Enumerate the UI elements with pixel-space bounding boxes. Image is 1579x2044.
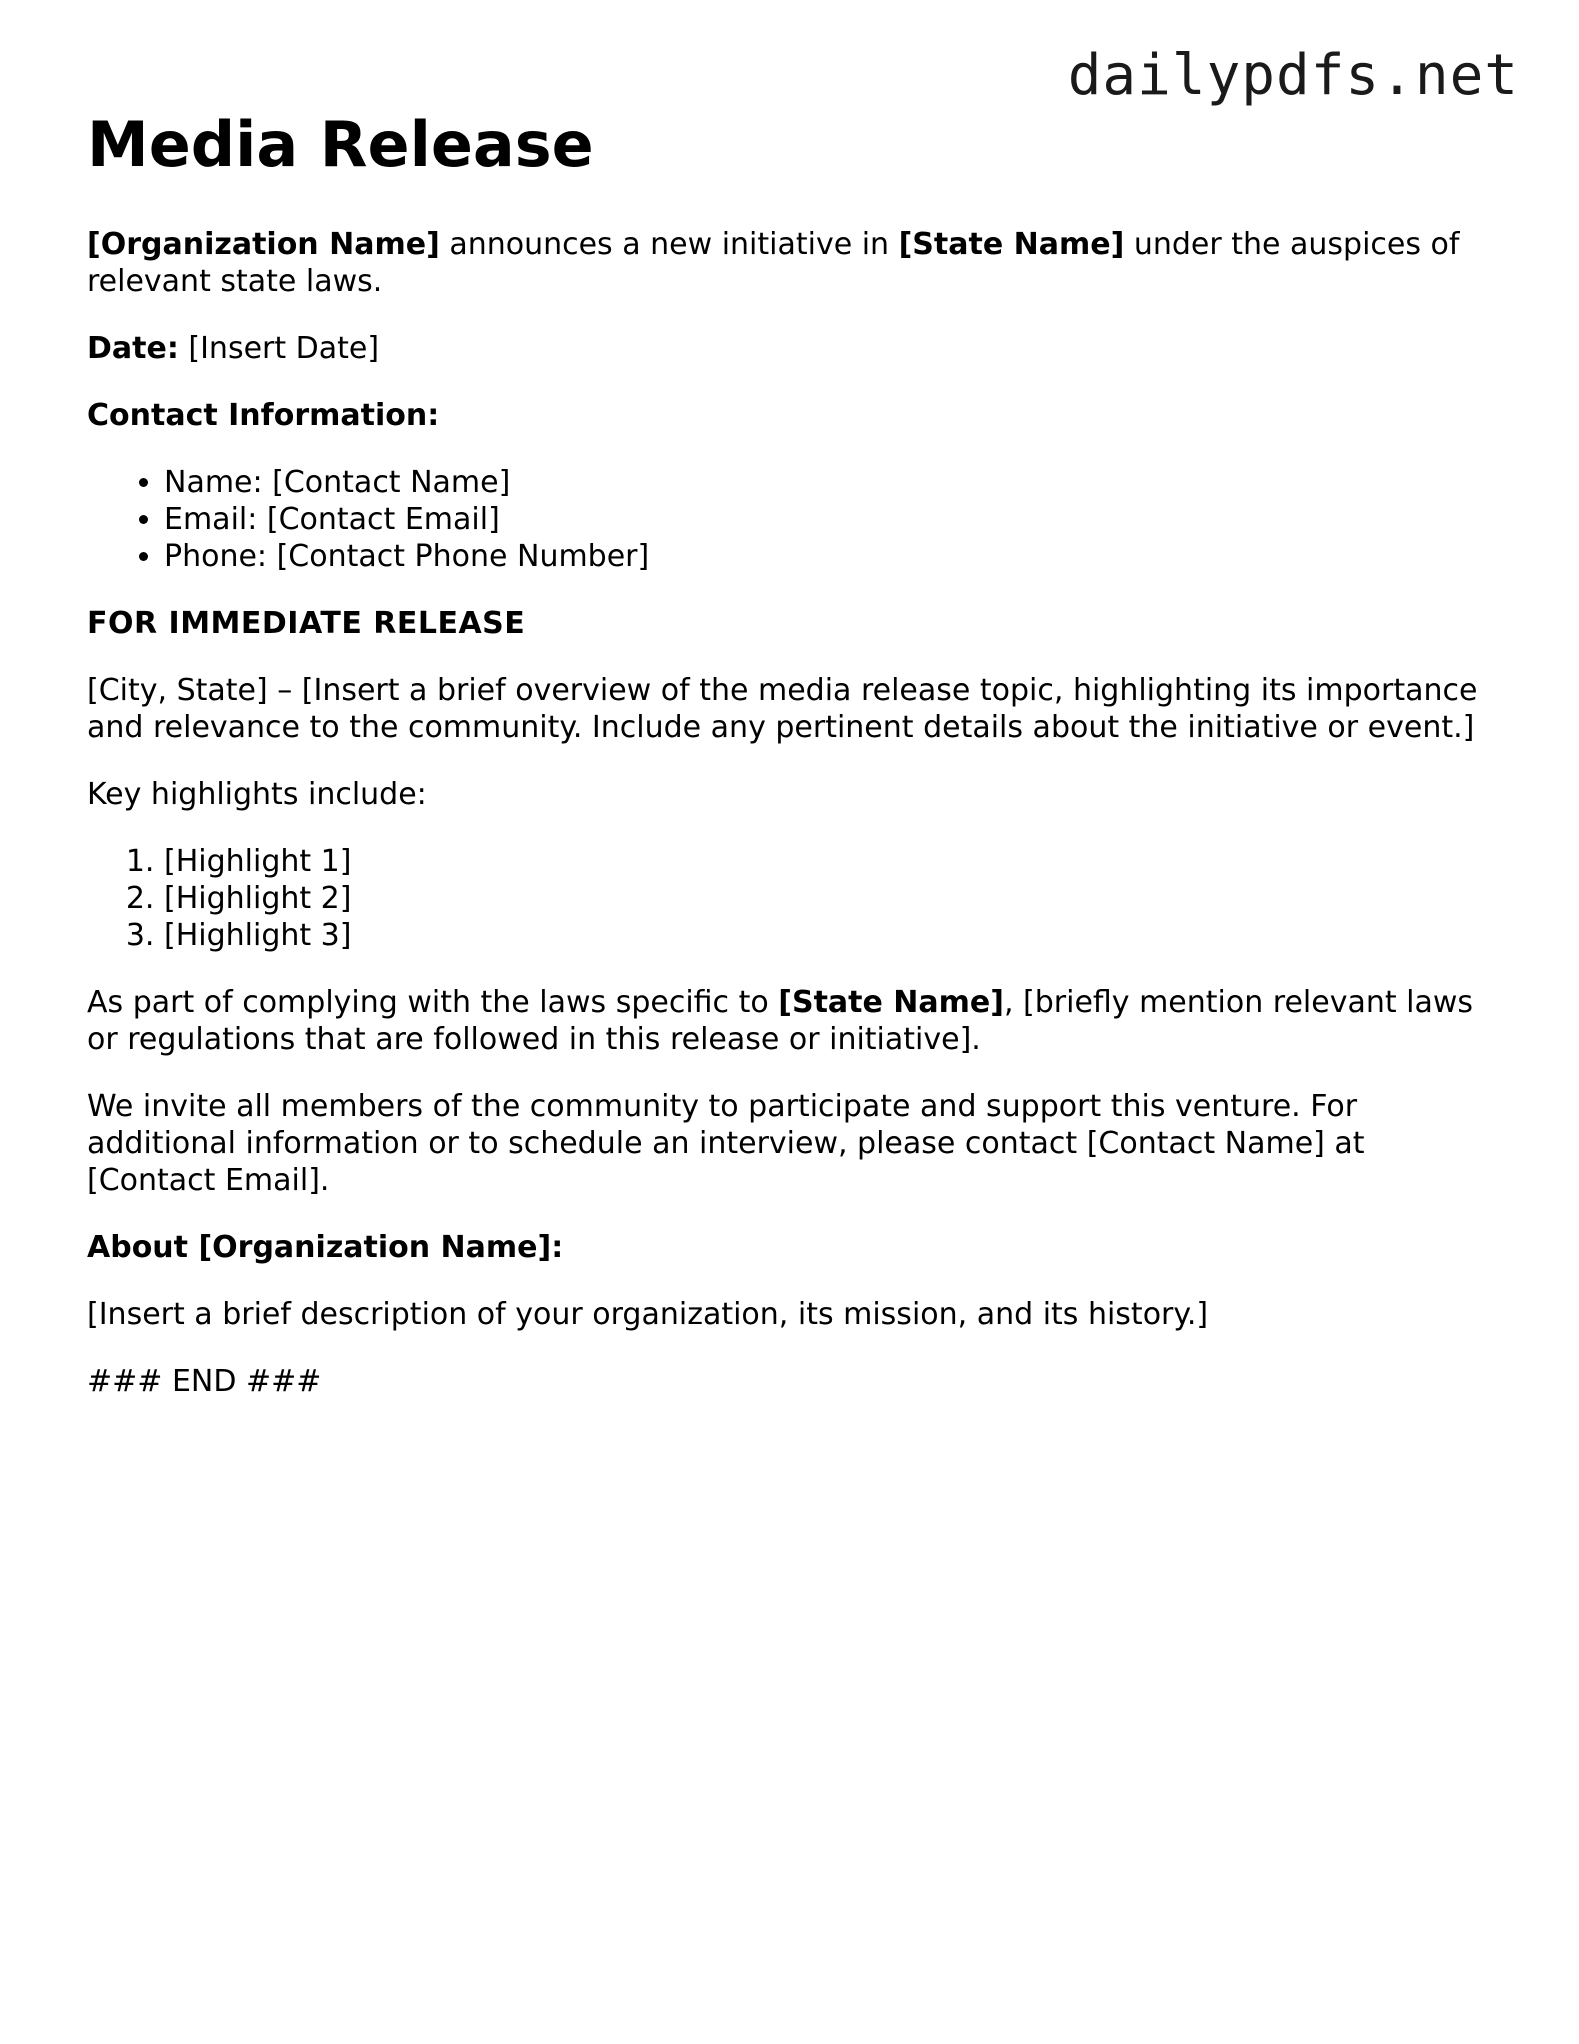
page-title: Media Release (87, 108, 594, 181)
highlights-intro: Key highlights include: (87, 777, 427, 813)
intro-text-2: under the auspices of relevant state laws. (87, 227, 1460, 300)
contact-list (87, 464, 1487, 575)
compliance-state-name: [State Name] (778, 985, 1004, 1021)
highlight-item: 3. [Highlight 3] (164, 917, 1487, 954)
contact-heading: Contact Information: (87, 398, 440, 434)
release-heading: FOR IMMEDIATE RELEASE (87, 606, 526, 642)
overview-paragraph: [City, State] – [Insert a brief overview of the media release topic, highlighting its importance and relevance to the community. Include any pertinent details about the initiative or event.] (87, 673, 1478, 746)
watermark-text: dailypdfs.net (1067, 43, 1519, 108)
document-body (87, 108, 1487, 1430)
invite-paragraph: We invite all members of the community to participate and support this venture. For additional information or to schedule an interview, please contact [Contact Name] at [Contact Email]. (87, 1089, 1365, 1199)
intro-text-1: announces a new initiative in (439, 227, 899, 263)
contact-name-item: • Name: [Contact Name] (164, 464, 1487, 501)
about-heading: About [Organization Name]: (87, 1230, 564, 1266)
intro-paragraph (87, 226, 1487, 300)
contact-email-item: • Email: [Contact Email] (164, 501, 1487, 538)
highlight-item: 2. [Highlight 2] (164, 880, 1487, 917)
compliance-paragraph (87, 984, 1487, 1058)
compliance-text-2: , [briefly mention relevant laws or regulations that are followed in this release or initiative]. (87, 985, 1474, 1058)
about-paragraph: [Insert a brief description of your organization, its mission, and its history.] (87, 1297, 1209, 1333)
contact-phone-item: • Phone: [Contact Phone Number] (164, 538, 1487, 575)
highlights-list (87, 843, 1487, 954)
date-value: [Insert Date] (178, 331, 380, 367)
date-line (87, 330, 1487, 367)
highlight-item: 1. [Highlight 1] (164, 843, 1487, 880)
compliance-text-1: As part of complying with the laws specific to (87, 985, 779, 1021)
intro-org-name: [Organization Name] (87, 227, 440, 263)
end-marker: ### END ### (87, 1364, 322, 1400)
date-label: Date: (87, 331, 179, 367)
intro-state-name: [State Name] (898, 227, 1125, 263)
